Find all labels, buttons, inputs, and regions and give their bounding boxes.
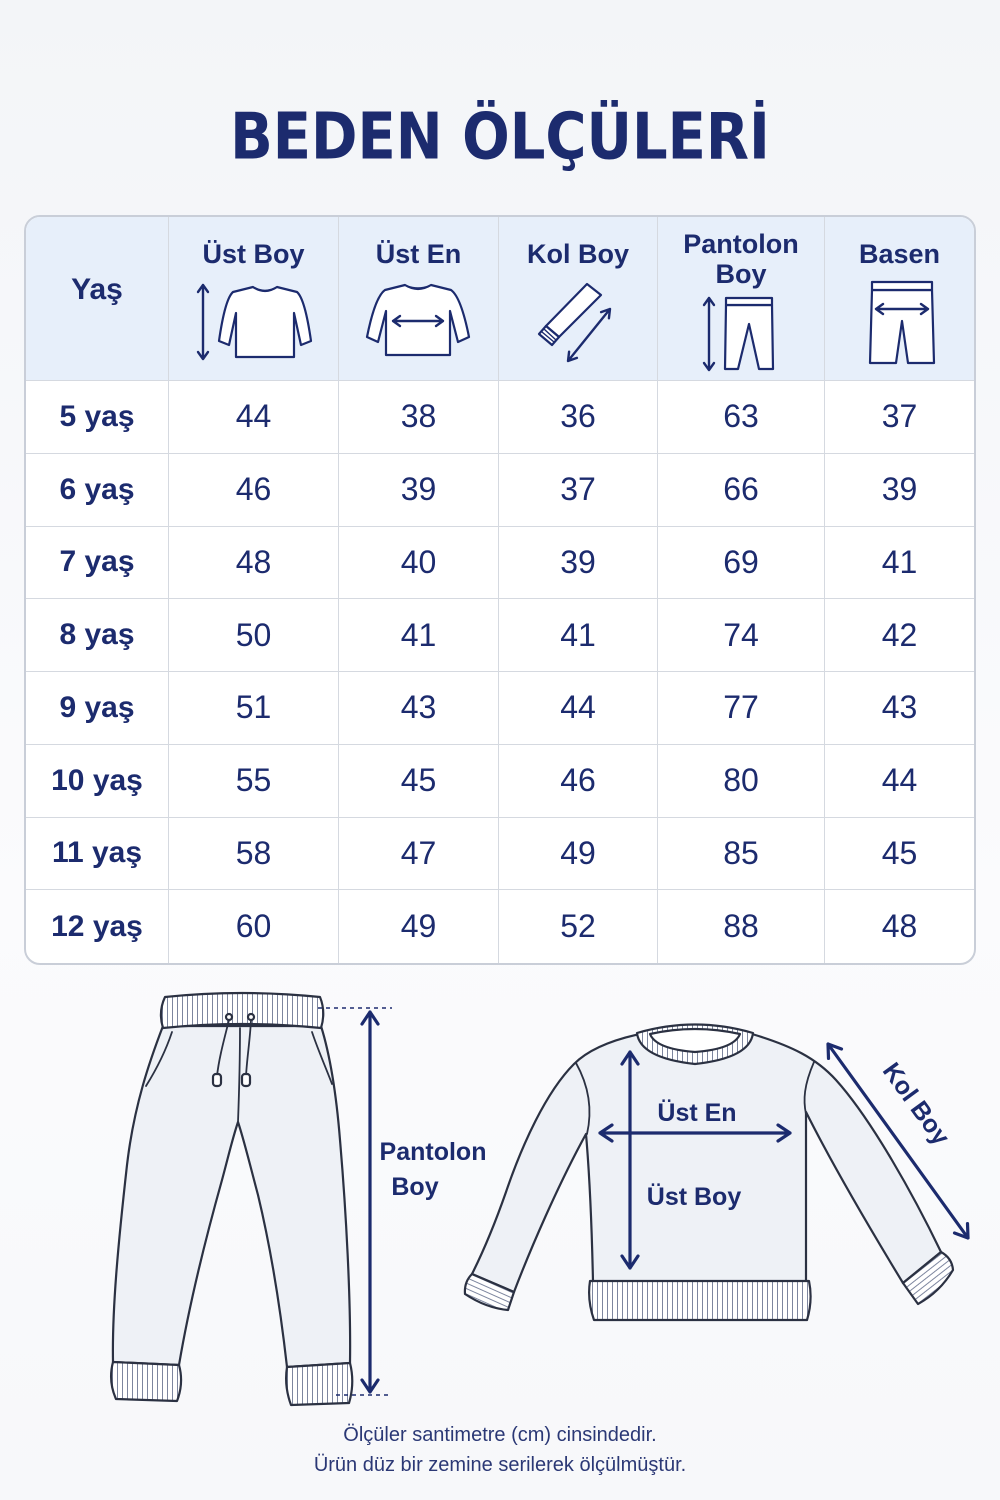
- age-cell: 7 yaş: [26, 527, 169, 600]
- ust-en-cell: 47: [339, 818, 499, 891]
- kol-boy-cell: 49: [499, 818, 658, 891]
- age-cell: 8 yaş: [26, 599, 169, 672]
- header-yas-label: Yaş: [71, 273, 123, 306]
- ust-en-cell: 45: [339, 745, 499, 818]
- pants-length-label-line1: Pantolon: [379, 1138, 487, 1166]
- header-basen-label: Basen: [858, 239, 941, 269]
- ust-boy-cell: 55: [169, 745, 339, 818]
- basen-cell: 41: [825, 527, 974, 600]
- page-title: BEDEN ÖLÇÜLERİ: [230, 100, 770, 175]
- ust-en-cell: 39: [339, 454, 499, 527]
- sweater-illustration: [465, 1025, 956, 1321]
- pants-length-icon: [700, 296, 780, 372]
- footer-note-method: Ürün düz bir zemine serilerek ölçülmüştür.: [313, 1454, 687, 1476]
- basen-cell: 37: [825, 381, 974, 454]
- header-ust-en-label: Üst En: [375, 239, 462, 269]
- ust-boy-cell: 50: [169, 599, 339, 672]
- ust-en-cell: 38: [339, 381, 499, 454]
- kol-boy-cell: 36: [499, 381, 658, 454]
- sleeve-length-label: Kol Boy: [876, 1057, 956, 1151]
- header-ust-en: [339, 217, 499, 381]
- pantolon-boy-cell: 63: [658, 381, 825, 454]
- ust-boy-cell: 58: [169, 818, 339, 891]
- age-cell: 11 yaş: [26, 818, 169, 891]
- basen-cell: 42: [825, 599, 974, 672]
- ust-en-cell: 40: [339, 527, 499, 600]
- sleeve-length-icon: [537, 281, 617, 366]
- age-cell: 6 yaş: [26, 454, 169, 527]
- ust-boy-cell: 48: [169, 527, 339, 600]
- header-yas: [26, 217, 169, 381]
- garment-diagram: [0, 980, 1000, 1420]
- pants-length-arrow: [362, 1012, 378, 1392]
- kol-boy-cell: 46: [499, 745, 658, 818]
- basen-cell: 44: [825, 745, 974, 818]
- header-ust-boy: [169, 217, 339, 381]
- age-cell: 9 yaş: [26, 672, 169, 745]
- header-basen: [825, 217, 974, 381]
- ust-en-cell: 43: [339, 672, 499, 745]
- kol-boy-cell: 37: [499, 454, 658, 527]
- age-cell: 10 yaş: [26, 745, 169, 818]
- pantolon-boy-cell: 66: [658, 454, 825, 527]
- header-kol-boy: [499, 217, 658, 381]
- pants-illustration: [111, 993, 352, 1405]
- kol-boy-cell: 52: [499, 890, 658, 963]
- age-cell: 5 yaş: [26, 381, 169, 454]
- pantolon-boy-cell: 69: [658, 527, 825, 600]
- size-table: [24, 215, 976, 965]
- ust-boy-cell: 44: [169, 381, 339, 454]
- kol-boy-cell: 44: [499, 672, 658, 745]
- kol-boy-cell: 39: [499, 527, 658, 600]
- pantolon-boy-cell: 77: [658, 672, 825, 745]
- basen-cell: 48: [881, 908, 918, 945]
- sweater-width-icon: [363, 279, 473, 361]
- footer-note-unit: Ölçüler santimetre (cm) cinsindedir.: [343, 1424, 657, 1446]
- kol-boy-cell: 41: [499, 599, 658, 672]
- hip-width-icon: [867, 279, 937, 367]
- header-pantolon-boy-label-line2: Boy: [715, 259, 767, 289]
- pantolon-boy-cell: 80: [658, 745, 825, 818]
- sweater-width-label: Üst En: [657, 1099, 737, 1127]
- header-ust-boy-label: Üst Boy: [202, 239, 305, 269]
- pantolon-boy-cell: 85: [658, 818, 825, 891]
- pants-length-label-line2: Boy: [391, 1173, 439, 1201]
- ust-en-cell: 41: [339, 599, 499, 672]
- basen-cell: 43: [825, 672, 974, 745]
- age-cell: 12 yaş: [26, 890, 169, 963]
- sweater-length-icon: [193, 279, 313, 364]
- basen-cell: 39: [825, 454, 974, 527]
- basen-cell: 45: [825, 818, 974, 891]
- ust-boy-cell: 60: [169, 890, 339, 963]
- ust-en-cell: 49: [339, 890, 499, 963]
- header-kol-boy-label: Kol Boy: [526, 239, 629, 269]
- sweater-length-label: Üst Boy: [646, 1183, 742, 1211]
- header-pantolon-boy-label-line1: Pantolon: [683, 229, 799, 259]
- ust-boy-cell: 51: [169, 672, 339, 745]
- pantolon-boy-cell: 88: [658, 890, 825, 963]
- pantolon-boy-cell: 74: [658, 599, 825, 672]
- header-pantolon-boy: [658, 217, 825, 381]
- ust-boy-cell: 46: [169, 454, 339, 527]
